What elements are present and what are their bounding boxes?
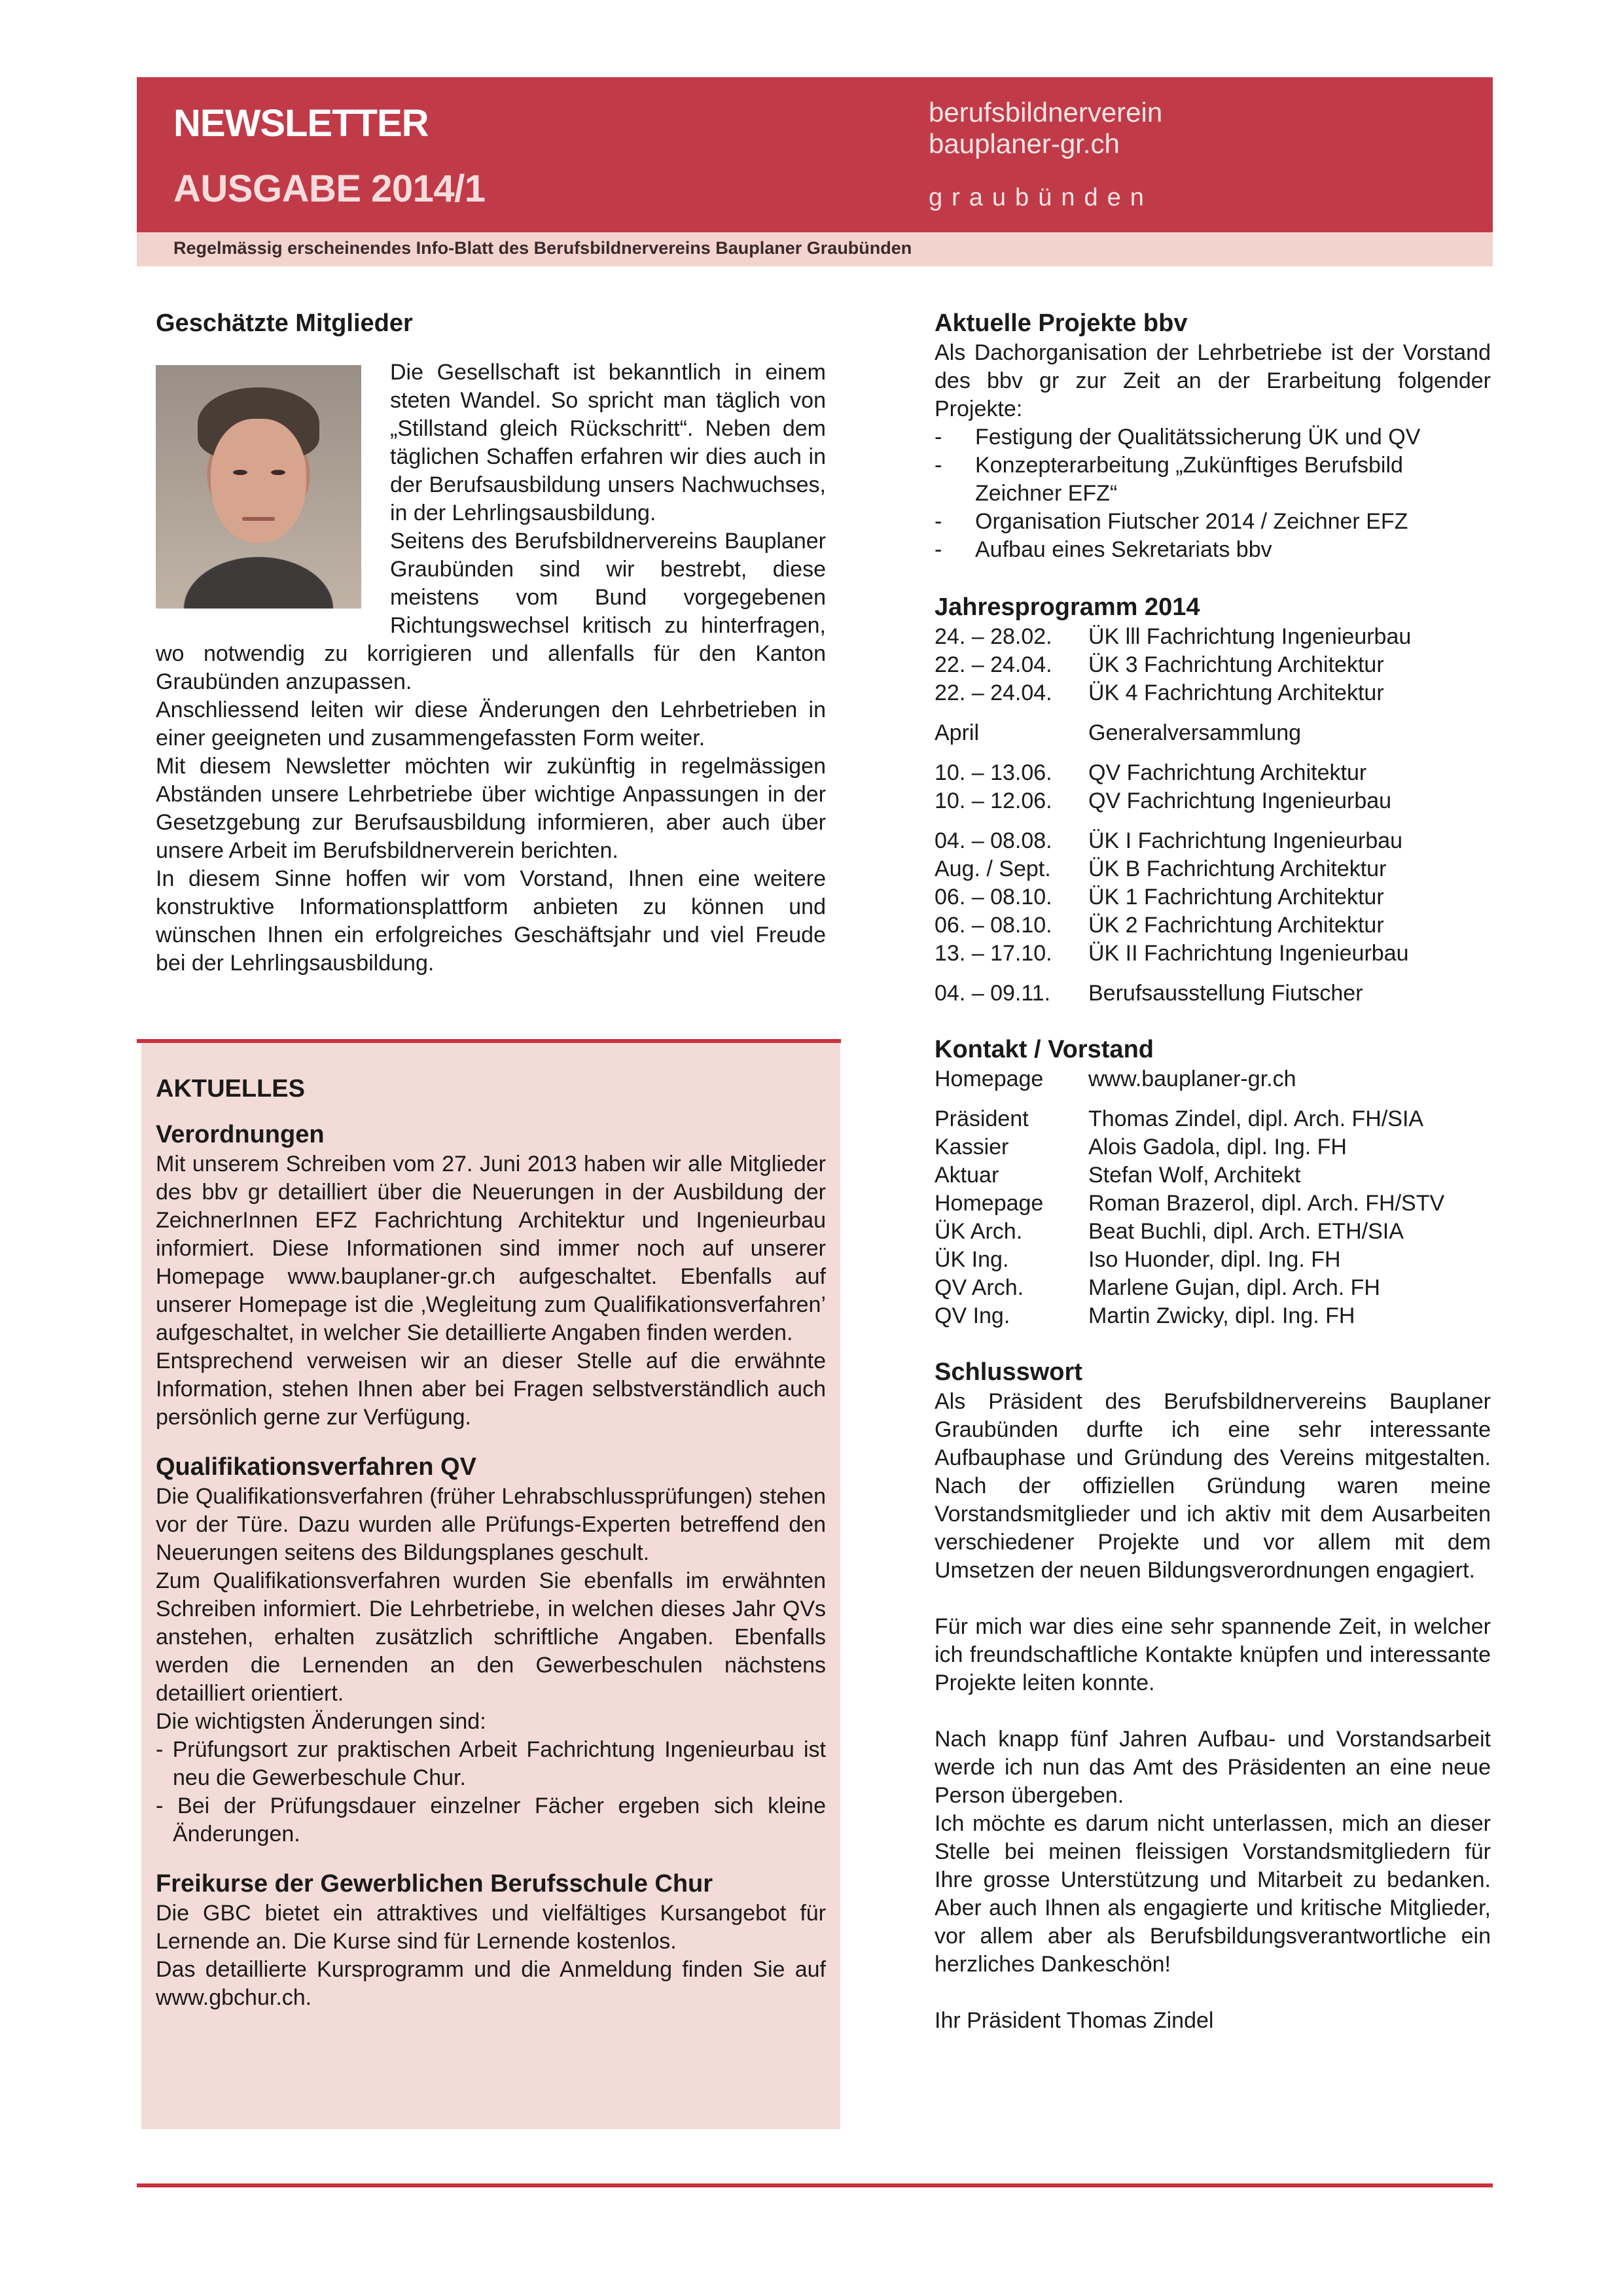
event-row bbox=[935, 815, 1411, 855]
verordnungen-paragraph: Entsprechend verweisen wir an dieser Stelle auf die erwähnte Information, stehen Ihnen aber bei Fragen selbstverständlich auch persönlich gerne zur Verfügung. bbox=[156, 1349, 826, 1430]
header-titles bbox=[173, 102, 486, 210]
qv-paragraph: Die Qualifikationsverfahren (früher Lehrabschlussprüfungen) stehen vor der Türe. Dazu wurden alle Prüfungs-Experten betreffend den Neuerungen seitens des Bildungsplanes geschult. bbox=[156, 1484, 826, 1565]
intro-paragraph: Seitens des Berufsbildnervereins Bauplaner Graubünden sind wir bestrebt, diese meistens vom Bund vorgegebenen Richtungswechsel kritisch zu hinterfragen, wo notwendig zu korrigieren und allenfalls für den Kanton Graubünden anzupassen. bbox=[156, 529, 826, 694]
event-date: 22. – 24.04. bbox=[935, 652, 1052, 677]
freikurse-paragraph: Die GBC bietet ein attraktives und vielfältiges Kursangebot für Lernende an. Die Kurse sind für Lernende kostenlos. bbox=[156, 1901, 826, 1954]
freikurse-paragraph: Das detaillierte Kursprogramm und die Anmeldung finden Sie auf www.gbchur.ch. bbox=[156, 1957, 826, 2010]
event-name: ÜK I Fachrichtung Ingenieurbau bbox=[1088, 828, 1403, 853]
schlusswort-paragraph: Für mich war dies eine sehr spannende Zeit, in welcher ich freundschaftliche Kontakte knüpfen und interessante Projekte leiten konnte. bbox=[935, 1614, 1491, 1695]
event-row bbox=[935, 707, 1411, 747]
member-role: QV Ing. bbox=[935, 1303, 1010, 1328]
event-date: 04. – 08.08. bbox=[935, 828, 1052, 853]
member-role: Homepage bbox=[935, 1191, 1044, 1216]
project-item: - Organisation Fiutscher 2014 / Zeichner EFZ bbox=[935, 508, 1491, 536]
event-row bbox=[935, 651, 1411, 679]
project-item: - Aufbau eines Sekretariats bbv bbox=[935, 536, 1491, 564]
member-name: Martin Zwicky, dipl. Ing. FH bbox=[1088, 1303, 1355, 1328]
member-row bbox=[935, 1246, 1444, 1274]
right-column bbox=[935, 308, 1491, 2035]
header-subtitle: Regelmässig erscheinendes Info-Blatt des Berufsbildnervereins Bauplaner Graubünden bbox=[173, 238, 912, 258]
event-date: Aug. / Sept. bbox=[935, 857, 1051, 881]
newsletter-header bbox=[137, 77, 1493, 232]
org-region: graubünden bbox=[929, 183, 1153, 211]
event-date: 13. – 17.10. bbox=[935, 941, 1052, 966]
intro-heading: Geschätzte Mitglieder bbox=[156, 309, 413, 337]
schlusswort-paragraph: Nach knapp fünf Jahren Aufbau- und Vorstandsarbeit werde ich nun das Amt des Präsidenten an eine neue Person übergeben. bbox=[935, 1727, 1491, 1808]
event-row bbox=[935, 747, 1411, 787]
aktuelles-heading: AKTUELLES bbox=[156, 1075, 305, 1103]
member-row bbox=[935, 1218, 1444, 1246]
intro-paragraph: Die Gesellschaft ist bekanntlich in einem steten Wandel. So spricht man täglich von „Stillstand gleich Rückschritt“. Neben dem täglichen Schaffen erfahren wir dies auch in der Berufsausbildung unsers Nachwuchses, in der Lehrlingsausbildung. bbox=[390, 360, 826, 525]
event-row bbox=[935, 911, 1411, 940]
footer-line bbox=[137, 2183, 1493, 2187]
event-date: 10. – 13.06. bbox=[935, 760, 1052, 785]
member-name: Iso Huonder, dipl. Ing. FH bbox=[1088, 1247, 1341, 1272]
event-name: Generalversammlung bbox=[1088, 720, 1302, 745]
event-date: 24. – 28.02. bbox=[935, 624, 1052, 649]
member-row bbox=[935, 1274, 1444, 1302]
kontakt-table bbox=[935, 1065, 1444, 1330]
newsletter-title: NEWSLETTER bbox=[173, 102, 429, 145]
president-portrait-photo bbox=[156, 365, 361, 609]
header-subtitle-bar bbox=[137, 232, 1493, 266]
event-name: ÜK B Fachrichtung Architektur bbox=[1088, 857, 1387, 881]
qv-change-item: - Prüfungsort zur praktischen Arbeit Fachrichtung Ingenieurbau ist neu die Gewerbeschule Chur. bbox=[156, 1737, 826, 1790]
event-date: 10. – 12.06. bbox=[935, 788, 1052, 813]
member-name: Marlene Gujan, dipl. Arch. FH bbox=[1088, 1275, 1380, 1300]
qv-heading: Qualifikationsverfahren QV bbox=[156, 1453, 476, 1481]
portrait-eye-right bbox=[271, 470, 285, 475]
event-date: 04. – 09.11. bbox=[935, 981, 1051, 1006]
edition-label: AUSGABE 2014/1 bbox=[173, 168, 486, 210]
homepage-link[interactable]: www.bauplaner-gr.ch bbox=[1088, 1067, 1296, 1091]
intro-paragraph: In diesem Sinne hoffen wir vom Vorstand, Ihnen eine weitere konstruktive Informationsplattform anbieten zu können und wünschen Ihnen ein erfolgreiches Geschäftsjahr und viel Freude bei der Lehrlingsausbildung. bbox=[156, 866, 826, 976]
freikurse-heading: Freikurse der Gewerblichen Berufsschule Chur bbox=[156, 1870, 713, 1898]
event-name: ÜK 2 Fachrichtung Architektur bbox=[1088, 913, 1384, 938]
event-date: 06. – 08.10. bbox=[935, 913, 1052, 938]
aktuelles-section bbox=[156, 1073, 826, 2012]
qv-paragraph: Die wichtigsten Änderungen sind: bbox=[156, 1709, 486, 1734]
member-row bbox=[935, 1161, 1444, 1190]
jahresprogramm-table bbox=[935, 623, 1411, 1008]
event-name: ÜK II Fachrichtung Ingenieurbau bbox=[1088, 941, 1409, 966]
member-role: Aktuar bbox=[935, 1163, 999, 1188]
member-role: ÜK Ing. bbox=[935, 1247, 1009, 1272]
schlusswort-paragraph: Als Präsident des Berufsbildnervereins Bauplaner Graubünden durfte ich eine sehr interessante Aufbauphase und Gründung des Vereins mitgestalten. Nach der offiziellen Gründung waren meine Vorstandsmitglieder und ich aktiv mit dem Ausarbeiten verschiedener Projekte und vor allem mit dem Umsetzen der neuen Bildungsverordnungen engagiert. bbox=[935, 1389, 1491, 1583]
org-name-line2: bauplaner-gr.ch bbox=[929, 128, 1120, 160]
event-row bbox=[935, 968, 1411, 1008]
event-name: QV Fachrichtung Ingenieurbau bbox=[1088, 788, 1392, 813]
member-role: ÜK Arch. bbox=[935, 1219, 1023, 1244]
member-name: Alois Gadola, dipl. Ing. FH bbox=[1088, 1135, 1347, 1159]
event-row bbox=[935, 940, 1411, 968]
event-date: April bbox=[935, 720, 980, 745]
intro-paragraph: Anschliessend leiten wir diese Änderungen den Lehrbetrieben in einer geeigneten und zusammengefassten Form weiter. bbox=[156, 698, 826, 751]
event-name: ÜK 1 Fachrichtung Architektur bbox=[1088, 885, 1384, 910]
homepage-row bbox=[935, 1065, 1444, 1093]
member-name: Thomas Zindel, dipl. Arch. FH/SIA bbox=[1088, 1106, 1424, 1131]
member-role: Kassier bbox=[935, 1135, 1009, 1159]
portrait-mouth bbox=[242, 517, 275, 521]
portrait-eye-left bbox=[233, 470, 247, 475]
verordnungen-paragraph: Mit unserem Schreiben vom 27. Juni 2013 haben wir alle Mitglieder des bbv gr detailliert über die Neuerungen in der Ausbildung der ZeichnerInnen EFZ Fachrichtung Architektur und Ingenieurbau informiert. Diese Informationen sind immer noch auf unserer Homepage www.bauplaner-gr.ch aufgeschaltet. Ebenfalls auf unserer Homepage ist die ‚Wegleitung zum Qualifikationsverfahren’ aufgeschaltet, in welcher Sie detaillierte Angaben finden werden. bbox=[156, 1152, 826, 1345]
projekte-heading: Aktuelle Projekte bbv bbox=[935, 309, 1188, 337]
jahresprogramm-heading: Jahresprogramm 2014 bbox=[935, 593, 1200, 621]
homepage-label: Homepage bbox=[935, 1067, 1044, 1091]
intro-section bbox=[156, 308, 826, 978]
event-name: Berufsausstellung Fiutscher bbox=[1088, 981, 1363, 1006]
event-name: ÜK 4 Fachrichtung Architektur bbox=[1088, 680, 1384, 705]
event-row bbox=[935, 679, 1411, 707]
intro-paragraph: Mit diesem Newsletter möchten wir zukünftig in regelmässigen Abständen unsere Lehrbetriebe über wichtige Anpassungen in der Gesetzgebung zur Berufsausbildung informieren, aber auch über unsere Arbeit im Berufsbildnerverein berichten. bbox=[156, 754, 826, 863]
member-name: Beat Buchli, dipl. Arch. ETH/SIA bbox=[1088, 1219, 1404, 1244]
event-name: ÜK 3 Fachrichtung Architektur bbox=[1088, 652, 1384, 677]
member-row bbox=[935, 1093, 1444, 1133]
projekte-intro: Als Dachorganisation der Lehrbetriebe ist der Vorstand des bbv gr zur Zeit an der Erarbeitung folgender Projekte: bbox=[935, 340, 1491, 421]
event-row bbox=[935, 883, 1411, 911]
event-row bbox=[935, 623, 1411, 651]
event-date: 22. – 24.04. bbox=[935, 680, 1052, 705]
member-role: Präsident bbox=[935, 1106, 1029, 1131]
member-row bbox=[935, 1133, 1444, 1161]
member-name: Roman Brazerol, dipl. Arch. FH/STV bbox=[1088, 1191, 1445, 1216]
event-name: ÜK lll Fachrichtung Ingenieurbau bbox=[1088, 624, 1412, 649]
kontakt-heading: Kontakt / Vorstand bbox=[935, 1036, 1154, 1063]
qv-change-item: - Bei der Prüfungsdauer einzelner Fächer ergeben sich kleine Änderungen. bbox=[156, 1793, 826, 1846]
project-item: - Konzepterarbeitung „Zukünftiges Berufsbild Zeichner EFZ“ bbox=[935, 451, 1491, 508]
schlusswort-paragraph: Ich möchte es darum nicht unterlassen, mich an dieser Stelle bei meinen fleissigen Vorstandsmitgliedern für Ihre grosse Unterstützung und Mitarbeit zu bedanken. Aber auch Ihnen als engagierte und kritische Mitglieder, vor allem aber als Berufsbildungsverantwortliche ein herzliches Dankeschön! bbox=[935, 1811, 1491, 1977]
portrait-face bbox=[211, 419, 306, 543]
verordnungen-heading: Verordnungen bbox=[156, 1121, 325, 1148]
event-row bbox=[935, 787, 1411, 815]
member-row bbox=[935, 1190, 1444, 1218]
organization-logo-text bbox=[929, 97, 1162, 212]
project-item: - Festigung der Qualitätssicherung ÜK und QV bbox=[935, 423, 1491, 451]
event-date: 06. – 08.10. bbox=[935, 885, 1052, 910]
event-name: QV Fachrichtung Architektur bbox=[1088, 760, 1367, 785]
event-row bbox=[935, 855, 1411, 883]
member-name: Stefan Wolf, Architekt bbox=[1088, 1163, 1301, 1188]
schlusswort-heading: Schlusswort bbox=[935, 1358, 1082, 1386]
org-name-line1: berufsbildnerverein bbox=[929, 97, 1163, 128]
qv-paragraph: Zum Qualifikationsverfahren wurden Sie ebenfalls im erwähnten Schreiben informiert. Die Lehrbetriebe, in welchen dieses Jahr QVs anstehen, erhalten zusätzlich schriftliche Angaben. Ebenfalls werden die Lernenden an den Gewerbeschulen nächstens detailliert orientiert. bbox=[156, 1568, 826, 1706]
member-row bbox=[935, 1302, 1444, 1330]
signature: Ihr Präsident Thomas Zindel bbox=[935, 2008, 1214, 2033]
member-role: QV Arch. bbox=[935, 1275, 1024, 1300]
